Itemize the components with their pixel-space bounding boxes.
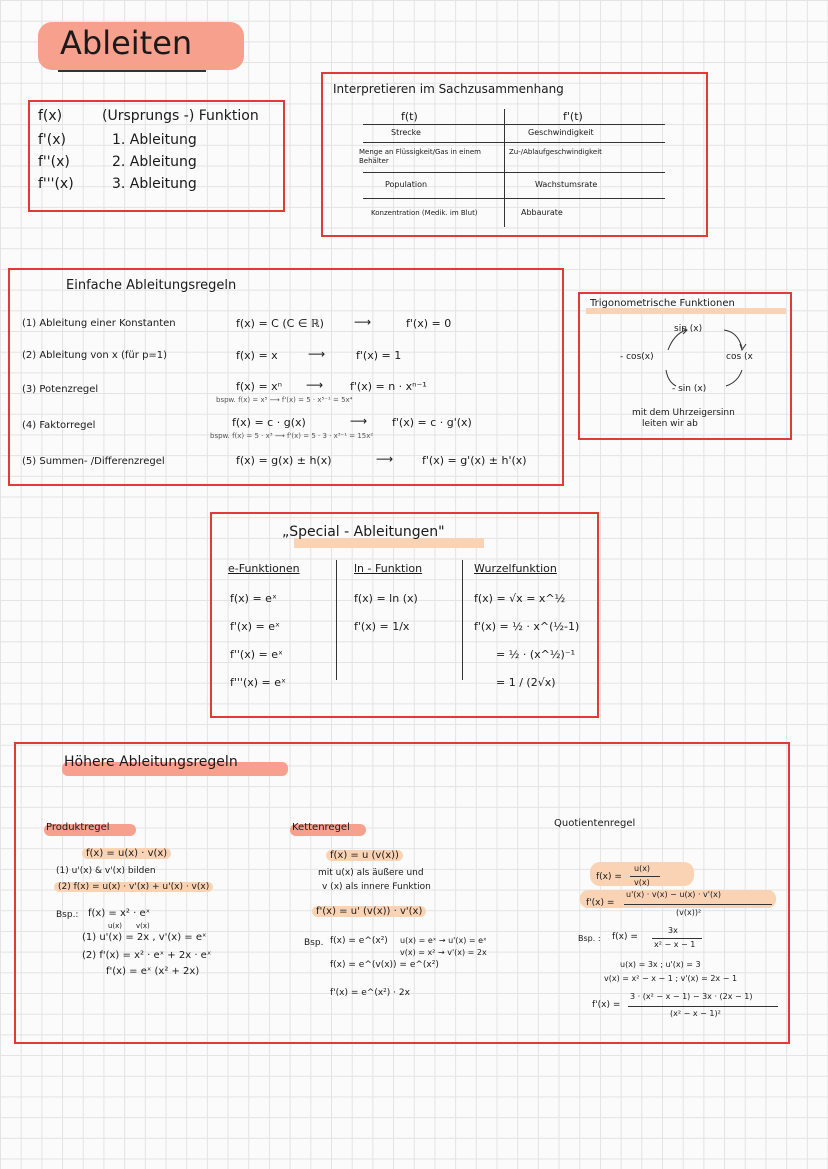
rule-arrow-1: ⟶ xyxy=(308,347,326,361)
function-sym-0: f(x) xyxy=(38,108,63,124)
trig-sin: sin (x) xyxy=(674,324,703,334)
rule-f-1: f(x) = x xyxy=(236,349,278,362)
trig-note-2: leiten wir ab xyxy=(642,419,698,429)
special-divider-1 xyxy=(336,560,337,680)
trig-cos: cos (x xyxy=(726,352,753,362)
interpretation-title: Interpretieren im Sachzusammenhang xyxy=(333,82,564,96)
special-head-0: e-Funktionen xyxy=(228,562,300,575)
rule-d-4: f'(x) = g'(x) ± h'(x) xyxy=(422,454,527,467)
chain-desc-0: mit u(x) als äußere und xyxy=(318,868,424,878)
special-head-2: Wurzelfunktion xyxy=(474,562,557,575)
interpretation-col1: f(t) xyxy=(401,110,418,123)
rule-d-2: f'(x) = n · xⁿ⁻¹ xyxy=(350,380,427,393)
rule-ex-2: bspw. f(x) = x⁵ ⟶ f'(x) = 5 · x⁵⁻¹ = 5x⁴ xyxy=(216,396,353,404)
title-underline xyxy=(58,70,206,72)
page-title: Ableiten xyxy=(60,24,193,62)
quotient-deriv-bar xyxy=(624,904,772,905)
rule-arrow-0: ⟶ xyxy=(354,315,372,329)
quotient-res-bar xyxy=(628,1006,778,1007)
trig-title: Trigonometrische Funktionen xyxy=(590,298,735,309)
chain-ex-1: u(x) = eˣ → u'(x) = eˣ xyxy=(400,936,487,945)
interp-b-2: Wachstumsrate xyxy=(535,180,598,189)
quotient-deriv-left: f'(x) = xyxy=(586,898,615,908)
quotient-ex-line-1: v(x) = x² − x − 1 ; v'(x) = 2x − 1 xyxy=(604,974,738,983)
function-sym-3: f'''(x) xyxy=(38,176,74,192)
quotient-ex-bar xyxy=(652,938,702,939)
special-sqrt-0: f(x) = √x = x^½ xyxy=(474,592,566,605)
function-sym-1: f'(x) xyxy=(38,132,66,148)
product-ex-0: f(x) = x² · eˣ xyxy=(88,908,151,919)
quotient-deriv-den: (v(x))² xyxy=(676,908,702,917)
chain-desc-1: v (x) als innere Funktion xyxy=(322,882,431,892)
table-line-1 xyxy=(363,124,665,125)
product-formula: f(x) = u(x) · v(x) xyxy=(82,848,171,859)
chain-ex-4: f'(x) = e^(x²) · 2x xyxy=(330,988,410,998)
special-divider-2 xyxy=(462,560,463,680)
rule-f-4: f(x) = g(x) ± h(x) xyxy=(236,454,332,467)
table-line-4 xyxy=(363,198,665,199)
simple-rules-title: Einfache Ableitungsregeln xyxy=(66,278,237,293)
product-step-0: (1) u'(x) & v'(x) bilden xyxy=(56,866,156,876)
chain-head: Kettenregel xyxy=(292,822,350,833)
product-head: Produktregel xyxy=(46,822,110,833)
rule-d-0: f'(x) = 0 xyxy=(406,317,452,330)
special-sqrt-2: = ½ · (x^½)⁻¹ xyxy=(496,648,576,661)
special-head-1: ln - Funktion xyxy=(354,562,423,575)
special-ln-1: f'(x) = 1/x xyxy=(354,620,410,633)
rule-f-2: f(x) = xⁿ xyxy=(236,380,283,393)
trig-neg-cos: - cos(x) xyxy=(620,352,654,362)
chain-formula: f(x) = u (v(x)) xyxy=(326,850,403,861)
trig-cycle-arrows xyxy=(630,320,760,400)
simple-rules-box xyxy=(8,268,564,486)
interp-a-1: Menge an Flüssigkeit/Gas in einem Behälter xyxy=(359,148,481,165)
quotient-formula-num: u(x) xyxy=(634,864,651,873)
quotient-res-den: (x² − x − 1)² xyxy=(670,1009,721,1018)
rule-arrow-4: ⟶ xyxy=(376,452,394,466)
function-text-0: (Ursprungs -) Funktion xyxy=(102,108,259,124)
function-sym-2: f''(x) xyxy=(38,154,70,170)
table-line-2 xyxy=(363,142,665,143)
interp-a-2: Population xyxy=(385,180,428,189)
product-step-1: (2) f(x) = u(x) · v'(x) + u'(x) · v(x) xyxy=(54,882,213,892)
special-sqrt-3: = 1 / (2√x) xyxy=(496,676,556,689)
quotient-formula-den: v(x) xyxy=(634,878,650,887)
rule-d-1: f'(x) = 1 xyxy=(356,349,402,362)
rule-arrow-3: ⟶ xyxy=(350,414,368,428)
quotient-ex-line-0: u(x) = 3x ; u'(x) = 3 xyxy=(620,960,701,969)
product-ex-ux: u(x) xyxy=(108,922,123,930)
table-line-3 xyxy=(363,172,665,173)
quotient-ex-label: Bsp. : xyxy=(578,934,601,943)
table-vertical-line xyxy=(504,109,505,227)
rule-name-2: (3) Potenzregel xyxy=(22,384,99,395)
quotient-ex-den: x² − x − 1 xyxy=(654,940,696,949)
rule-name-3: (4) Faktorregel xyxy=(22,420,96,431)
interp-a-0: Strecke xyxy=(391,128,421,137)
interp-b-1: Zu-/Ablaufgeschwindigkeit xyxy=(509,148,602,156)
chain-ex-2: v(x) = x² → v'(x) = 2x xyxy=(400,948,487,957)
quotient-formula-bar xyxy=(630,876,660,877)
higher-rules-box xyxy=(14,742,790,1044)
function-text-3: 3. Ableitung xyxy=(112,176,197,192)
product-ex-1: (1) u'(x) = 2x , v'(x) = eˣ xyxy=(82,932,207,943)
chain-ex-3: f(x) = e^(v(x)) = e^(x²) xyxy=(330,960,439,970)
quotient-res-num: 3 · (x² − x − 1) − 3x · (2x − 1) xyxy=(630,992,753,1001)
special-box xyxy=(210,512,599,718)
function-text-2: 2. Ableitung xyxy=(112,154,197,170)
higher-title: Höhere Ableitungsregeln xyxy=(64,754,238,770)
interpretation-box xyxy=(321,72,708,237)
special-title: „Special - Ableitungen" xyxy=(282,524,445,540)
special-e-2: f''(x) = eˣ xyxy=(230,648,283,661)
quotient-formula-left: f(x) = xyxy=(596,872,622,882)
functions-box xyxy=(28,100,285,212)
chain-ex-label: Bsp. xyxy=(304,938,324,948)
special-e-1: f'(x) = eˣ xyxy=(230,620,280,633)
rule-f-3: f(x) = c · g(x) xyxy=(232,416,306,429)
interpretation-col2: f'(t) xyxy=(563,110,583,123)
rule-arrow-2: ⟶ xyxy=(306,378,324,392)
rule-name-1: (2) Ableitung von x (für p=1) xyxy=(22,350,168,361)
rule-ex-3: bspw. f(x) = 5 · x³ ⟶ f'(x) = 5 · 3 · x³⁻¹ = 15x² xyxy=(210,432,374,440)
quotient-ex-left: f(x) = xyxy=(612,932,638,942)
chain-ex-0: f(x) = e^(x²) xyxy=(330,936,388,946)
trig-note-1: mit dem Uhrzeigersinn xyxy=(632,408,735,418)
interp-b-0: Geschwindigkeit xyxy=(528,128,594,137)
quotient-deriv-num: u'(x) · v(x) − u(x) · v'(x) xyxy=(626,890,721,899)
special-sqrt-1: f'(x) = ½ · x^(½-1) xyxy=(474,620,580,633)
product-ex-vx: v(x) xyxy=(136,922,150,930)
trig-box xyxy=(578,292,792,440)
function-text-1: 1. Ableitung xyxy=(112,132,197,148)
interp-a-3: Konzentration (Medik. im Blut) xyxy=(371,209,478,217)
trig-neg-sin: - sin (x) xyxy=(672,384,707,394)
product-ex-2: (2) f'(x) = x² · eˣ + 2x · eˣ xyxy=(82,950,212,961)
special-ln-0: f(x) = ln (x) xyxy=(354,592,418,605)
rule-d-3: f'(x) = c · g'(x) xyxy=(392,416,472,429)
quotient-head: Quotientenregel xyxy=(554,818,636,829)
rule-f-0: f(x) = C (C ∈ ℝ) xyxy=(236,317,324,330)
product-ex-label: Bsp.: xyxy=(56,910,79,920)
quotient-ex-num: 3x xyxy=(668,926,678,935)
special-e-3: f'''(x) = eˣ xyxy=(230,676,286,689)
rule-name-0: (1) Ableitung einer Konstanten xyxy=(22,318,176,329)
special-e-0: f(x) = eˣ xyxy=(230,592,277,605)
rule-name-4: (5) Summen- /Differenzregel xyxy=(22,456,165,467)
chain-deriv: f'(x) = u' (v(x)) · v'(x) xyxy=(312,906,426,917)
quotient-res-left: f'(x) = xyxy=(592,1000,621,1010)
product-ex-3: f'(x) = eˣ (x² + 2x) xyxy=(106,966,200,977)
interp-b-3: Abbaurate xyxy=(521,208,563,217)
